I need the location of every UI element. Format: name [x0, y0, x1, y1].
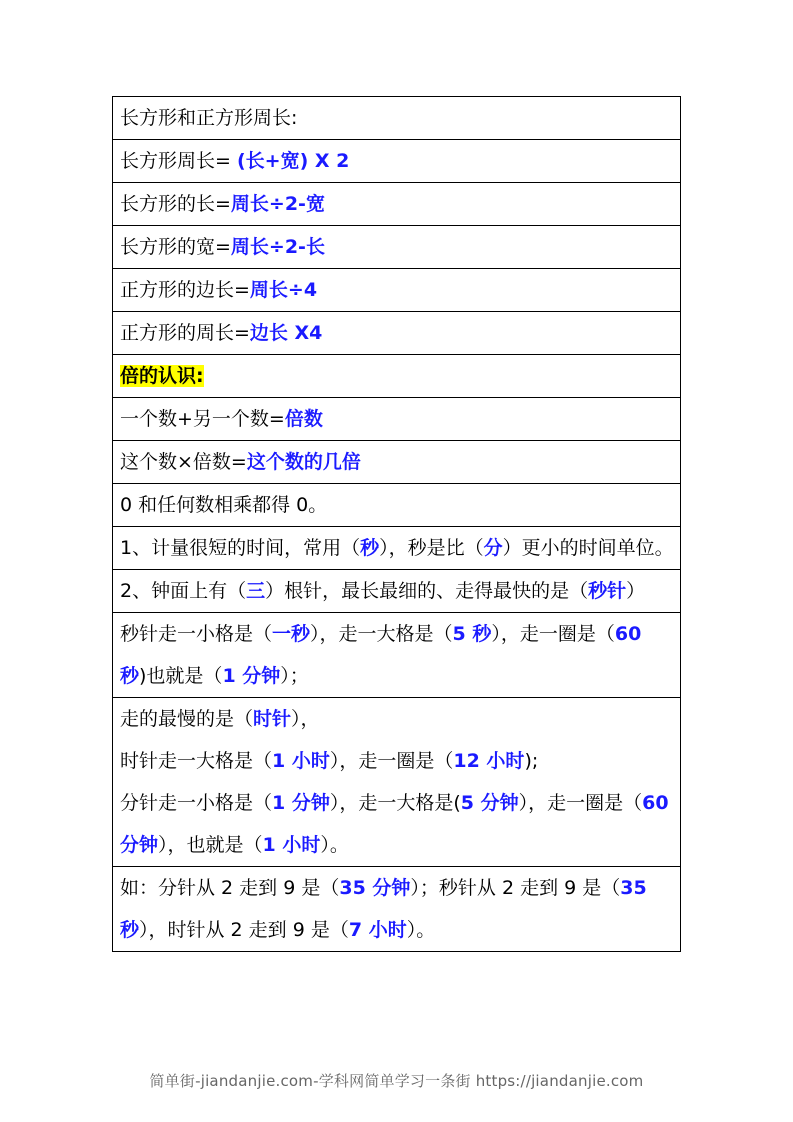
row-text: ），走一大格是（ [310, 623, 453, 645]
row-text: 秒针走一小格是（ [120, 623, 273, 645]
row-text: ） [626, 580, 646, 602]
row-text: ），也就是（ [158, 834, 263, 856]
table-cell [113, 484, 681, 527]
row-text: 正方形的周长= [120, 322, 250, 344]
answer-text: 1 分钟 [222, 665, 281, 687]
row-text: 正方形的边长= [120, 279, 250, 301]
row-text: ); [524, 750, 539, 772]
row-text: ），秒是比（ [379, 537, 484, 559]
table-row [113, 269, 681, 312]
table-row [113, 226, 681, 269]
table-cell [113, 269, 681, 312]
answer-text: 5 秒 [452, 623, 492, 645]
section-heading: 倍的认识: [120, 365, 204, 387]
table-cell [113, 398, 681, 441]
answer-text: 秒针 [588, 580, 627, 602]
answer-text: 倍数 [284, 408, 323, 430]
answer-text: 周长÷2-宽 [230, 193, 325, 215]
row-text: 一个数+另一个数= [120, 408, 285, 430]
table-row [113, 312, 681, 355]
row-text: ）更小的时间单位。 [502, 537, 674, 559]
row-text: 长方形周长= [120, 150, 237, 172]
row-text: 1、计量很短的时间，常用（ [120, 537, 361, 559]
answer-text: 时针 [253, 708, 292, 730]
answer-text: 边长 X4 [249, 322, 323, 344]
row-text: 长方形的宽= [120, 236, 231, 258]
text-line [120, 782, 674, 866]
table-row [113, 570, 681, 613]
answer-text: 这个数的几倍 [246, 451, 361, 473]
table-row [113, 698, 681, 867]
text-line [120, 740, 674, 782]
table-cell [113, 527, 681, 570]
row-title: 长方形和正方形周长: [120, 107, 298, 129]
answer-text: 60 分钟 [120, 792, 669, 856]
answer-text: 60 秒 [120, 623, 642, 687]
table-row [113, 183, 681, 226]
table-cell [113, 441, 681, 484]
answer-text: 1 小时 [272, 750, 330, 772]
row-text: ）；秒针从 2 走到 9 是（ [410, 877, 621, 899]
answer-text: 35 分钟 [339, 877, 411, 899]
row-text: ），时针从 2 走到 9 是（ [139, 919, 349, 941]
table-cell [113, 698, 681, 867]
answer-text: 7 小时 [348, 919, 407, 941]
answer-text: 35 秒 [120, 877, 647, 941]
answer-text: (长+宽) X 2 [236, 150, 350, 172]
row-text: ），走一圈是（ [491, 623, 615, 645]
table-cell [113, 570, 681, 613]
row-text: ）。 [320, 834, 349, 856]
row-text: 2、钟面上有（ [120, 580, 247, 602]
table-cell [113, 183, 681, 226]
table-row [113, 398, 681, 441]
row-text: ）。 [406, 919, 436, 941]
notes-table [112, 96, 681, 952]
row-text: ），走一大格是( [329, 792, 461, 814]
answer-text: 三 [246, 580, 266, 602]
table-row [113, 355, 681, 398]
text-line [120, 698, 674, 740]
table-row [113, 97, 681, 140]
row-text: ），走一圈是（ [518, 792, 643, 814]
row-text: )也就是（ [139, 665, 223, 687]
row-text: ）根针，最长最细的、走得最快的是（ [265, 580, 589, 602]
table-row [113, 140, 681, 183]
table-row [113, 613, 681, 698]
answer-text: 周长÷2-长 [230, 236, 325, 258]
table-row [113, 484, 681, 527]
row-text: 这个数×倍数= [120, 451, 247, 473]
page-footer: 简单街-jiandanjie.com-学科网简单学习一条街 https://jiandanjie.com [149, 1072, 644, 1090]
answer-text: 5 分钟 [460, 792, 519, 814]
table-cell [113, 140, 681, 183]
table-cell [113, 613, 681, 698]
table-row [113, 527, 681, 570]
table-cell [113, 97, 681, 140]
row-text: 时针走一大格是（ [120, 750, 273, 772]
row-text: 分针走一小格是（ [120, 792, 273, 814]
answer-text: 分 [483, 537, 503, 559]
table-cell [113, 355, 681, 398]
answer-text: 周长÷4 [249, 279, 318, 301]
row-text: 如：分针从 2 走到 9 是（ [120, 877, 340, 899]
answer-text: 一秒 [272, 623, 311, 645]
answer-text: 1 小时 [262, 834, 321, 856]
row-text: ），走一圈是（ [329, 750, 454, 772]
answer-text: 12 小时 [453, 750, 525, 772]
answer-text: 秒 [360, 537, 380, 559]
table-row [113, 867, 681, 952]
table-cell [113, 867, 681, 952]
table-cell [113, 312, 681, 355]
row-text: 走的最慢的是（ [120, 708, 254, 730]
row-text: 长方形的长= [120, 193, 231, 215]
row-text: ）； [280, 665, 309, 687]
row-text: 0 和任何数相乘都得 0。 [120, 494, 328, 516]
table-row [113, 441, 681, 484]
answer-text: 1 分钟 [272, 792, 330, 814]
row-text: ）， [291, 708, 320, 730]
table-cell [113, 226, 681, 269]
